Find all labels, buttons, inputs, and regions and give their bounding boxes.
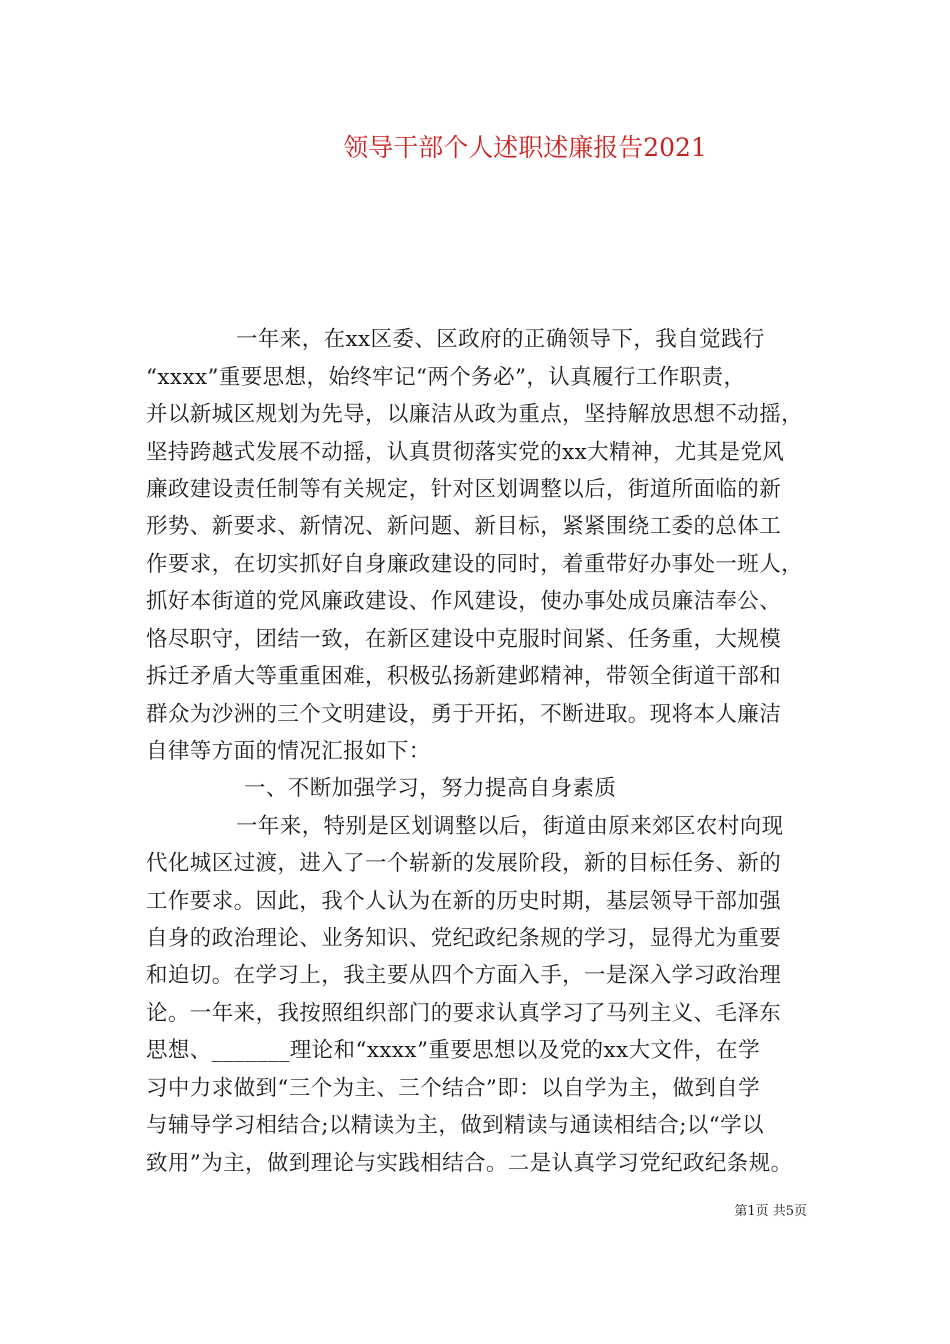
document-title: 领导干部个人述职述廉报告2021 [343, 133, 707, 162]
text-line: 致用”为主，做到理论与实践相结合。二是认真学习党纪政纪条规。 [146, 1151, 793, 1176]
text-line: 并以新城区规划为先导，以廉洁从政为重点，坚持解放思想不动摇， [146, 402, 804, 427]
text-line: 一年来，在xx区委、区政府的正确领导下，我自觉践行 [236, 327, 765, 352]
text-line: 坚持跨越式发展不动摇，认真贯彻落实党的xx大精神，尤其是党风 [146, 440, 785, 465]
text-line: 思想、_______理论和“xxxx”重要思想以及党的xx大文件，在学 [146, 1038, 760, 1063]
page-number: 第1页 共5页 [734, 1204, 807, 1219]
text-line: 群众为沙洲的三个文明建设，勇于开拓，不断进取。现将本人廉洁 [146, 702, 782, 727]
text-line: 自身的政治理论、业务知识、党纪政纪条规的学习，显得尤为重要 [146, 926, 782, 951]
text-line: 自律等方面的情况汇报如下： [146, 739, 431, 764]
text-line: 和迫切。在学习上，我主要从四个方面入手，一是深入学习政治理 [146, 963, 782, 988]
text-line: 工作要求。因此，我个人认为在新的历史时期，基层领导干部加强 [146, 889, 782, 914]
text-line: 形势、新要求、新情况、新问题、新目标，紧紧围绕工委的总体工 [146, 514, 782, 539]
text-line: 论。一年来，我按照组织部门的要求认真学习了马列主义、毛泽东 [146, 1001, 782, 1026]
text-line: “xxxx”重要思想，始终牢记“两个务必”，认真履行工作职责， [146, 365, 746, 390]
text-line: 拆迁矛盾大等重重困难，积极弘扬新建邺精神，带领全街道干部和 [146, 664, 782, 689]
section-heading: 一、不断加强学习，努力提高自身素质 [244, 776, 617, 801]
text-line: 廉政建设责任制等有关规定，针对区划调整以后，街道所面临的新 [146, 477, 782, 502]
text-line: 代化城区过渡，进入了一个崭新的发展阶段，新的目标任务、新的 [146, 851, 782, 876]
text-line: 恪尽职守，团结一致，在新区建设中克服时间紧、任务重，大规模 [146, 627, 782, 652]
text-line: 作要求，在切实抓好自身廉政建设的同时，着重带好办事处一班人， [146, 552, 804, 577]
text-line: 习中力求做到“三个为主、三个结合”即：以自学为主，做到自学 [146, 1076, 761, 1101]
text-line: 与辅导学习相结合;以精读为主，做到精读与通读相结合;以“学以 [146, 1113, 764, 1138]
text-line: 一年来，特别是区划调整以后，街道由原来郊区农村向现 [236, 814, 784, 839]
text-line: 抓好本街道的党风廉政建设、作风建设，使办事处成员廉洁奉公、 [146, 589, 782, 614]
